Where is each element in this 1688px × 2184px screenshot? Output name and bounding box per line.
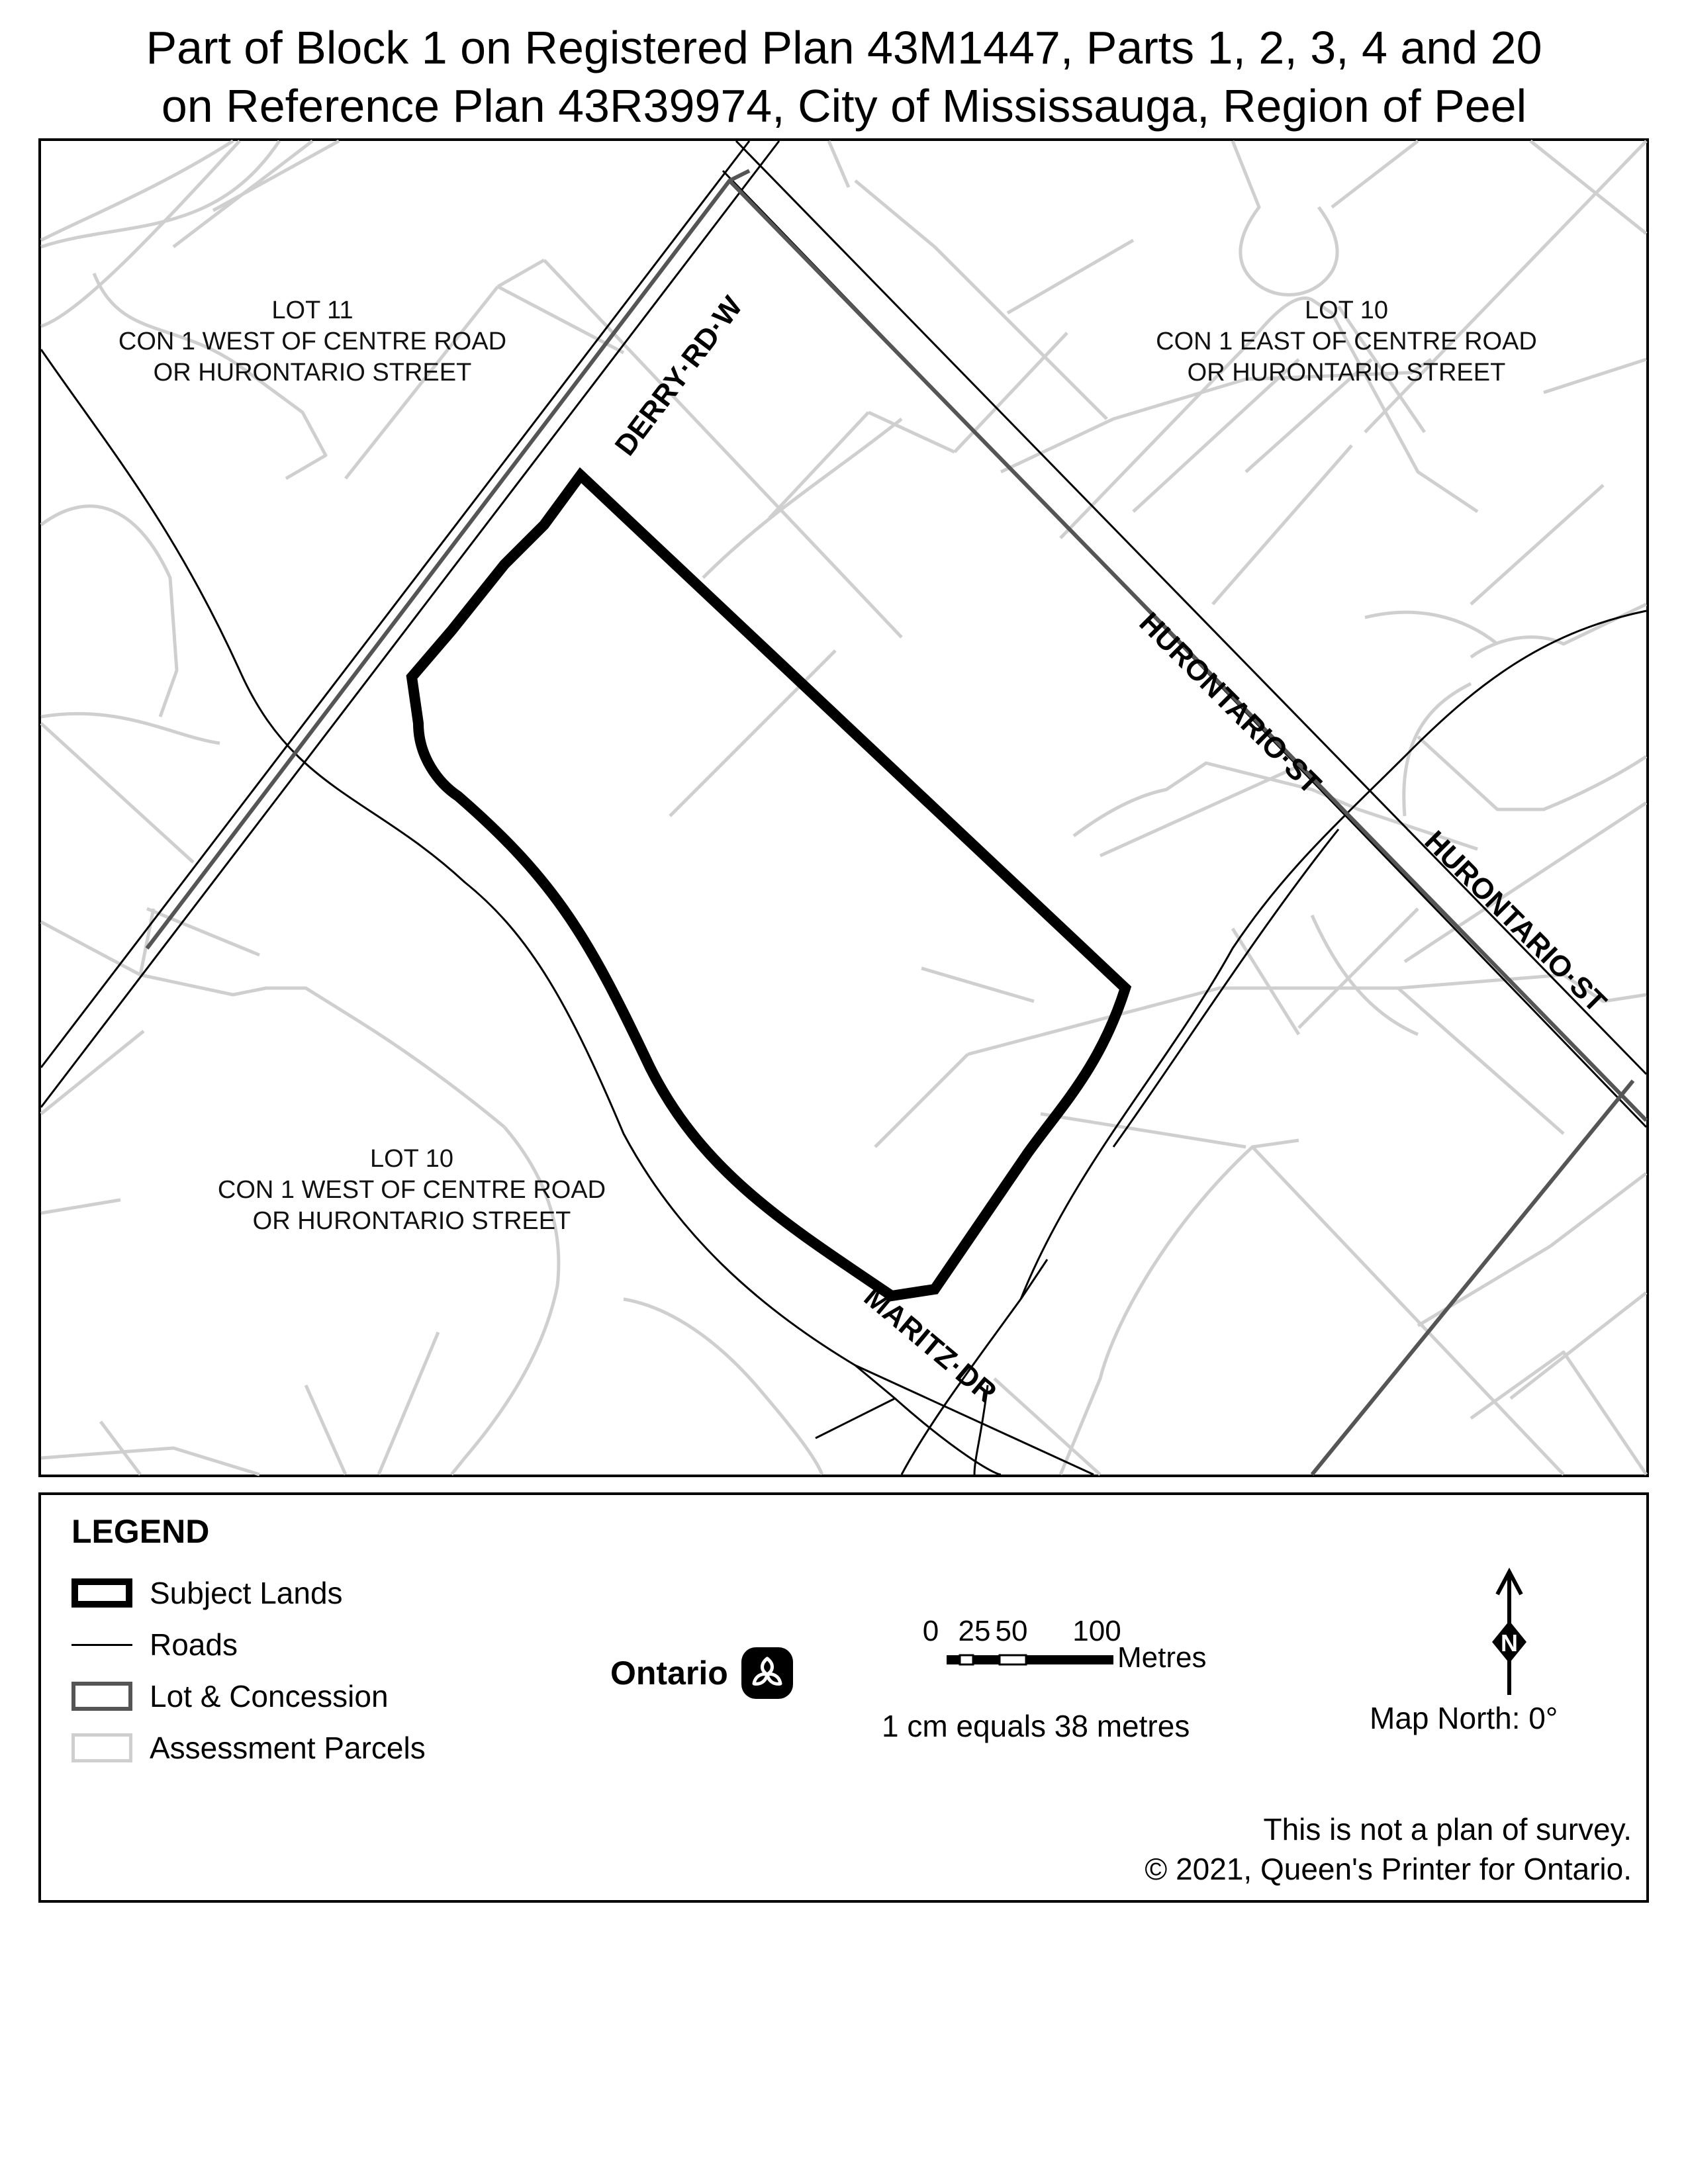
legend-panel bbox=[38, 1492, 1649, 1903]
scale-tick-0: 0 bbox=[922, 1615, 939, 1647]
road-label-hurontario-st-1: HURONTARIO·ST bbox=[1133, 606, 1327, 801]
road-label-derry-rd-w: DERRY·RD·W bbox=[608, 291, 749, 462]
north-caption: Map North: 0° bbox=[1370, 1701, 1558, 1735]
lot-label-nw-line-3: OR HURONTARIO STREET bbox=[153, 359, 472, 387]
scale-segment-b bbox=[960, 1655, 973, 1664]
subject-lands-swatch bbox=[71, 1578, 132, 1608]
lot-concession-swatch bbox=[71, 1682, 132, 1711]
subject-lands-parcel bbox=[412, 475, 1125, 1296]
legend-label-lot-concession: Lot & Concession bbox=[150, 1679, 389, 1713]
map-title-line-2: on Reference Plan 43R39974, City of Mississauga, Region of Peel bbox=[161, 80, 1527, 132]
lot-label-ne bbox=[1156, 296, 1537, 387]
ontario-logo bbox=[610, 1647, 793, 1699]
scale-tick-25: 25 bbox=[958, 1615, 991, 1647]
map-frame bbox=[38, 138, 1649, 1477]
road-label-maritz-dr: MARITZ·DR bbox=[857, 1280, 1003, 1410]
map-canvas bbox=[41, 141, 1646, 1475]
north-arrow-icon bbox=[1483, 1568, 1536, 1700]
lot-label-ne-line-2: CON 1 EAST OF CENTRE ROAD bbox=[1156, 328, 1537, 355]
scale-bar bbox=[895, 1608, 1207, 1700]
scale-segment-c bbox=[973, 1655, 1000, 1664]
scale-segment-d bbox=[1000, 1655, 1026, 1664]
legend-item-roads bbox=[71, 1625, 238, 1664]
lot-label-ne-line-1: LOT 10 bbox=[1304, 296, 1389, 324]
legend-label-roads: Roads bbox=[150, 1627, 238, 1662]
trillium-icon bbox=[741, 1647, 793, 1699]
survey-disclaimer: This is not a plan of survey. bbox=[1263, 1812, 1632, 1846]
legend-title: LEGEND bbox=[71, 1513, 210, 1550]
road-line-swatch bbox=[71, 1644, 132, 1646]
scale-segment-a bbox=[947, 1655, 960, 1664]
scale-unit: Metres bbox=[1117, 1641, 1207, 1674]
lot-label-ne-line-3: OR HURONTARIO STREET bbox=[1187, 359, 1506, 387]
scale-tick-100: 100 bbox=[1072, 1615, 1121, 1647]
north-letter: N bbox=[1501, 1629, 1518, 1657]
legend-item-assessment-parcels bbox=[71, 1728, 426, 1768]
lot-label-nw-line-2: CON 1 WEST OF CENTRE ROAD bbox=[118, 328, 507, 355]
legend-item-lot-concession bbox=[71, 1676, 389, 1716]
legend-label-subject-lands: Subject Lands bbox=[150, 1576, 343, 1610]
scale-caption: 1 cm equals 38 metres bbox=[882, 1709, 1190, 1743]
lot-label-nw bbox=[118, 296, 506, 387]
legend-item-subject-lands bbox=[71, 1573, 343, 1613]
ontario-wordmark: Ontario bbox=[610, 1655, 728, 1692]
road-label-hurontario-st-2: HURONTARIO·ST bbox=[1418, 825, 1613, 1019]
lot-label-sw-line-3: OR HURONTARIO STREET bbox=[252, 1207, 571, 1235]
lot-label-sw bbox=[218, 1145, 606, 1235]
lot-label-nw-line-1: LOT 11 bbox=[271, 296, 353, 324]
assessment-parcel-swatch bbox=[71, 1733, 132, 1762]
lot-label-sw-line-2: CON 1 WEST OF CENTRE ROAD bbox=[217, 1176, 606, 1204]
lot-label-sw-line-1: LOT 10 bbox=[369, 1145, 454, 1173]
legend-label-assessment-parcels: Assessment Parcels bbox=[150, 1731, 426, 1765]
scale-segment-e bbox=[1026, 1655, 1113, 1664]
scale-tick-50: 50 bbox=[995, 1615, 1028, 1647]
map-title-line-1: Part of Block 1 on Registered Plan 43M1447, Parts 1, 2, 3, 4 and 20 bbox=[146, 22, 1542, 73]
copyright-notice: © 2021, Queen's Printer for Ontario. bbox=[1145, 1852, 1632, 1886]
